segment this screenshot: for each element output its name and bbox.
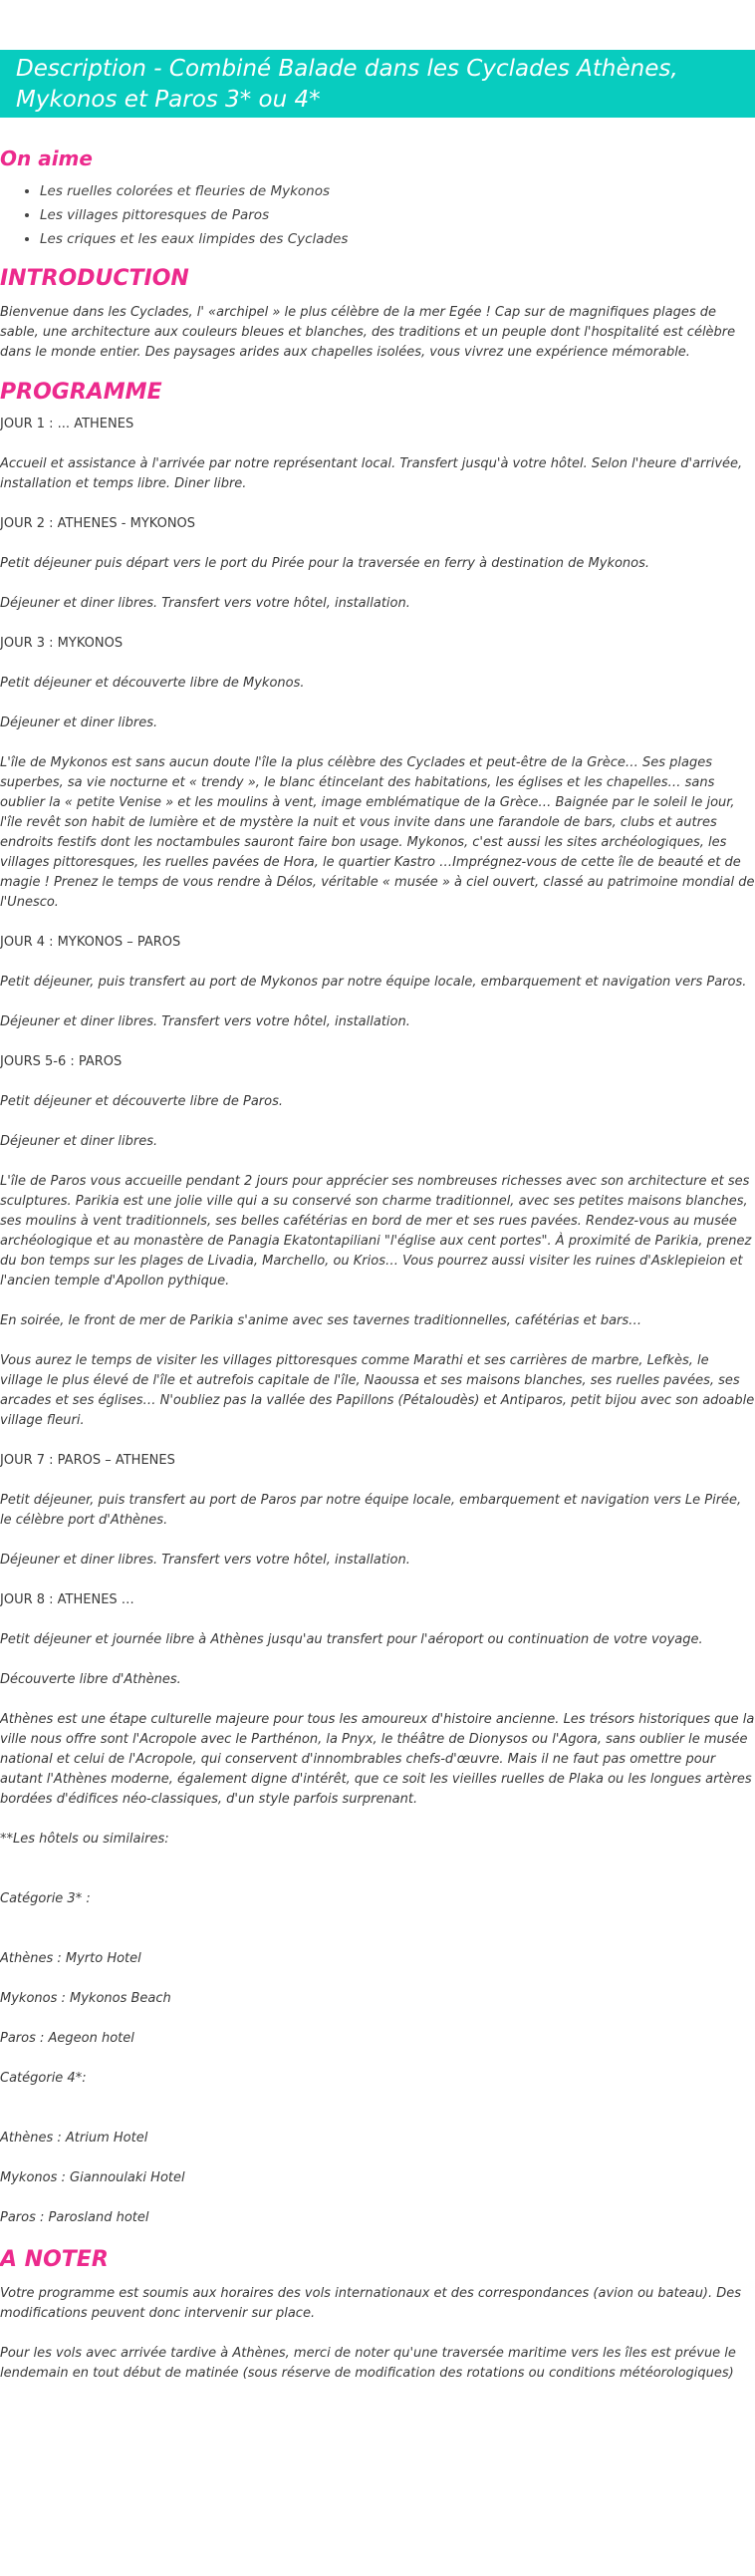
page-title: Description - Combiné Balade dans les Cyclades Athènes, Mykonos et Paros 3* ou 4* (16, 56, 678, 113)
paragraph: Déjeuner et diner libres. (0, 1134, 158, 1149)
programme-body (0, 415, 755, 2228)
hotels-note: **Les hôtels ou similaires: (0, 1832, 169, 1847)
list-item: • Les villages pittoresques de Paros (40, 203, 755, 227)
page-title-banner (0, 50, 755, 118)
spacer (0, 1869, 755, 1889)
a-noter-heading: A NOTER (0, 2247, 109, 2272)
a-noter-text-1: Votre programme est soumis aux horaires des vols internationaux et des correspondances (avion ou bateau). Des modifications peuvent donc intervenir sur place. (0, 2286, 742, 2321)
on-aime-list (0, 179, 755, 251)
hotel-line: Athènes : Atrium Hotel (0, 2131, 148, 2146)
paragraph: Petit déjeuner et découverte libre de Mykonos. (0, 676, 305, 691)
day-title: JOUR 1 : ... ATHENES (0, 417, 134, 431)
paragraph: Déjeuner et diner libres. Transfert vers votre hôtel, installation. (0, 1014, 410, 1029)
day-title: JOUR 8 : ATHENES … (0, 1592, 134, 1607)
paragraph: Accueil et assistance à l'arrivée par notre représentant local. Transfert jusqu'à votre hôtel. Selon l'heure d'arrivée, installation et temps libre. Diner libre. (0, 456, 743, 491)
day-title: JOUR 4 : MYKONOS – PAROS (0, 935, 181, 950)
a-noter-text-2: Pour les vols avec arrivée tardive à Athènes, merci de noter qu'une traversée maritime vers les îles est prévue le lendemain en tout début de matinée (sous réserve de modification des rotations ou conditions météorologiques) (0, 2346, 736, 2381)
on-aime-heading: On aime (0, 146, 93, 170)
paragraph: Petit déjeuner et journée libre à Athènes jusqu'au transfert pour l'aéroport ou continuation de votre voyage. (0, 1632, 703, 1647)
introduction-text: Bienvenue dans les Cyclades, l' «archipel » le plus célèbre de la mer Egée ! Cap sur de magnifiques plages de sable, une architecture aux couleurs bleues et blanches, des traditions et un peuple dont l'hospitalité est célèbre dans le monde entier. Des paysages arides aux chapelles isolées, vous vivrez une expérience mémorable. (0, 305, 736, 360)
hotel-line: Paros : Aegeon hotel (0, 2031, 134, 2046)
hotel-category: Catégorie 4*: (0, 2071, 87, 2086)
paragraph: Athènes est une étape culturelle majeure pour tous les amoureux d'histoire ancienne. Les trésors historiques que la ville nous offre sont l'Acropole avec le Parthénon, la Pnyx, le théâtre de Dionysos ou l'Agora, sans oublier le musée national et celui de l'Acropole, qui conservent d'innombrables chefs-d'œuvre. Mais il ne faut pas omettre pour autant l'Athènes moderne, également digne d'intérêt, que ce soit les vieilles ruelles de Plaka ou les longues artères bordées d'édifices néo-classiques, d'un style parfois surprenant. (0, 1712, 755, 1807)
page (0, 50, 755, 2384)
day-title: JOUR 2 : ATHENES - MYKONOS (0, 516, 196, 531)
spacer (0, 1929, 755, 1949)
introduction-heading: INTRODUCTION (0, 266, 189, 291)
hotel-category: Catégorie 3* : (0, 1891, 91, 1906)
day-title: JOUR 3 : MYKONOS (0, 636, 124, 651)
day-title: JOUR 7 : PAROS – ATHENES (0, 1453, 175, 1468)
paragraph: Vous aurez le temps de visiter les villages pittoresques comme Marathi et ses carrières de marbre, Lefkès, le village le plus élevé de l'île et autrefois capitale de l'île, Naoussa et ses maisons blanches, ses ruelles pavées, ses arcades et ses églises… N'oubliez pas la vallée des Papillons (Pétaloudès) et Antiparos, petit bijou avec son adoable village fleuri. (0, 1353, 755, 1428)
day-title: JOURS 5-6 : PAROS (0, 1054, 123, 1069)
paragraph: Déjeuner et diner libres. Transfert vers votre hôtel, installation. (0, 1553, 410, 1568)
paragraph: Petit déjeuner puis départ vers le port du Pirée pour la traversée en ferry à destination de Mykonos. (0, 556, 650, 571)
paragraph: Déjeuner et diner libres. Transfert vers votre hôtel, installation. (0, 596, 410, 611)
programme-heading: PROGRAMME (0, 380, 162, 405)
paragraph: Petit déjeuner, puis transfert au port de Mykonos par notre équipe locale, embarquement et navigation vers Paros. (0, 975, 747, 990)
hotel-line: Mykonos : Mykonos Beach (0, 1991, 171, 2006)
paragraph: Déjeuner et diner libres. (0, 716, 158, 730)
paragraph: Petit déjeuner et découverte libre de Paros. (0, 1094, 284, 1109)
hotel-line: Mykonos : Giannoulaki Hotel (0, 2170, 185, 2185)
list-item: • Les ruelles colorées et fleuries de Mykonos (40, 179, 755, 203)
paragraph: Découverte libre d'Athènes. (0, 1672, 181, 1687)
paragraph: L'île de Mykonos est sans aucun doute l'île la plus célèbre des Cyclades et peut-être de la Grèce… Ses plages superbes, sa vie nocturne et « trendy », le blanc étincelant des habitations, les églises et les chapelles… sans oublier la « petite Venise » et les moulins à vent, image emblématique de la Grèce… Baignée par le soleil le jour, l'île revêt son habit de lumière et de mystère la nuit et vous invite dans une farandole de bars, clubs et autres endroits festifs dont les noctambules sauront faire bon usage. Mykonos, c'est aussi les sites archéologiques, les villages pittoresques, les ruelles pavées de Hora, le quartier Kastro …Imprégnez-vous de cette île de beauté et de magie ! Prenez le temps de vous rendre à Délos, véritable « musée » à ciel ouvert, classé au patrimoine mondial de l'Unesco. (0, 755, 755, 910)
paragraph: Petit déjeuner, puis transfert au port de Paros par notre équipe locale, embarquement et navigation vers Le Pirée, le célèbre port d'Athènes. (0, 1493, 742, 1528)
hotel-line: Athènes : Myrto Hotel (0, 1951, 141, 1966)
spacer (0, 2109, 755, 2129)
list-item: • Les criques et les eaux limpides des Cyclades (40, 227, 755, 251)
hotel-line: Paros : Parosland hotel (0, 2210, 149, 2225)
paragraph: L'île de Paros vous accueille pendant 2 jours pour apprécier ses nombreuses richesses avec son architecture et ses sculptures. Parikia est une jolie ville qui a su conservé son charme traditionnel, avec ses petites maisons blanches, ses moulins à vent traditionnels, ses belles cafétérias en bord de mer et ses rues pavées. Rendez-vous au musée archéologique et au monastère de Panagia Ekatontapiliani "l'église aux cent portes". À proximité de Parikia, prenez du bon temps sur les plages de Livadia, Marchello, ou Krios… Vous pourrez aussi visiter les ruines d'Asklepieion et l'ancien temple d'Apollon pythique. (0, 1174, 752, 1288)
paragraph: En soirée, le front de mer de Parikia s'anime avec ses tavernes traditionnelles, cafétérias et bars… (0, 1313, 642, 1328)
